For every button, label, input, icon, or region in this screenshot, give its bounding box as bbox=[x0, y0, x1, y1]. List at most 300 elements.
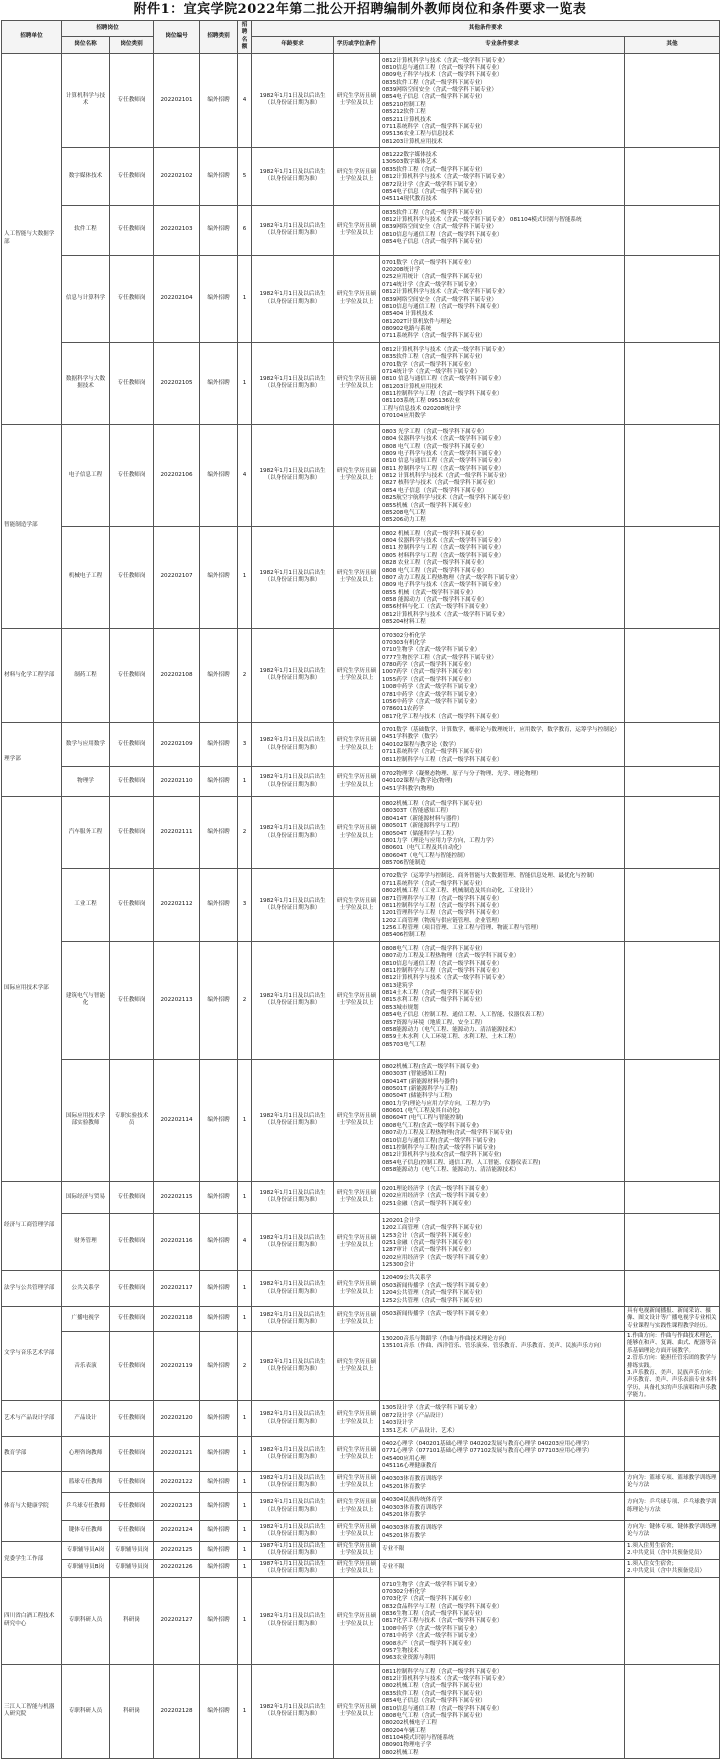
header-other: 其他 bbox=[625, 37, 720, 53]
other-cell: 1.须入住女生宿舍； 2.中共党员（含中共预备党员） bbox=[625, 1559, 720, 1577]
count-cell: 1 bbox=[238, 1401, 252, 1437]
other-cell bbox=[625, 1181, 720, 1213]
other-cell bbox=[625, 628, 720, 723]
count-cell: 2 bbox=[238, 1332, 252, 1401]
table-row bbox=[2, 205, 720, 255]
post-name-cell: 专职辅导员B岗 bbox=[62, 1559, 110, 1577]
other-cell bbox=[625, 424, 720, 526]
post-code-cell: 202202116 bbox=[154, 1213, 200, 1271]
post-name-cell: 信息与计算科学 bbox=[62, 255, 110, 342]
education-cell: 研究生学历且硕士学位及以上 bbox=[334, 1542, 380, 1560]
count-cell: 5 bbox=[238, 148, 252, 206]
education-cell: 研究生学历且硕士学位及以上 bbox=[334, 1332, 380, 1401]
education-cell: 研究生学历且硕士学位及以上 bbox=[334, 1306, 380, 1331]
post-type-cell: 专任教师岗 bbox=[110, 1472, 154, 1493]
age-cell: 1982年1月1日及以后出生（以身份证日期为准） bbox=[252, 1472, 334, 1493]
education-cell: 研究生学历且硕士学位及以上 bbox=[334, 53, 380, 148]
recruit-type-cell: 编外招聘 bbox=[200, 1271, 238, 1307]
post-type-cell: 专任教师岗 bbox=[110, 1332, 154, 1401]
age-cell: 1982年1月1日及以后出生（以身份证日期为准） bbox=[252, 53, 334, 148]
other-cell bbox=[625, 1664, 720, 1759]
age-cell: 1982年1月1日及以后出生（以身份证日期为准） bbox=[252, 1521, 334, 1542]
post-name-cell: 广播电视学 bbox=[62, 1306, 110, 1331]
page-title: 附件1：宜宾学院2022年第二批公开招聘编制外教师岗位和条件要求一览表 bbox=[133, 2, 587, 17]
major-cell: 040303体育教育训练学 045201体育教学 bbox=[380, 1472, 625, 1493]
major-cell: 0802 机械工程（含武一级学科下属专业） 0804 仪器科学与技术（含武一级学科下属专业） 0811 控制科学与工程（含武一级学科下属专业） 0805 材料科学与工程（含武一级学科下属专业） 0828 农业工程（含武一级学科下属专业） 0808 电气工程（含武一级学科下属专业） 0807 动力工程及工程热物理（含武一级学科下属专业） 0809 电子科学与技术（含武一级学科下属专业） 0855 机械（含武一级学科下属专业） 0858 能源动力（含武一级学科下属专业） 0856材料与化工（含武一级学科下属专业） 0812计算机科学与技术（含武一级学科下属专业） 085204材料工程 bbox=[380, 526, 625, 628]
age-cell: 1982年1月1日及以后出生（以身份证日期为准） bbox=[252, 797, 334, 869]
age-cell: 1987年1月1日及以后出生（以身份证日期为准） bbox=[252, 1559, 334, 1577]
count-cell: 1 bbox=[238, 767, 252, 797]
age-cell: 1982年1月1日及以后出生（以身份证日期为准） bbox=[252, 1306, 334, 1331]
table-row bbox=[2, 767, 720, 797]
recruit-type-cell: 编外招聘 bbox=[200, 1213, 238, 1271]
major-cell: 1305设计学（含武一级学科下属专业） 0872设计学（产品设计） 1403设计学 1351艺术（产品设计、艺术） bbox=[380, 1401, 625, 1437]
education-cell: 研究生学历且硕士学位及以上 bbox=[334, 1577, 380, 1664]
post-type-cell: 专任教师岗 bbox=[110, 205, 154, 255]
recruit-type-cell: 编外招聘 bbox=[200, 723, 238, 767]
major-cell: 0802机械工程（含武一级学科下属专业） 080303T（智能感知工程） 080414T（新能源材料与器件） 080501T（新能源科学与工程） 080504T（储能科学与工程） 0801力学（理论与应用力学方向，工程力学） 080601（电气工程及其自动化） 080604T（电气工程与智能控制） 085706智能制造 bbox=[380, 797, 625, 869]
education-cell: 研究生学历且硕士学位及以上 bbox=[334, 1521, 380, 1542]
header-post-type: 岗位类别 bbox=[110, 37, 154, 53]
other-cell: 具有电视新闻播报、新闻采访、摄像、图文设计等广播电视学专业相关专业课程与实践性课程教学经历。 bbox=[625, 1306, 720, 1331]
major-cell: 120409公共关系学 0503新闻传播学（含武一级学科下属专业） 1204公共管理（含武一级学科下属专业） 1252公共管理（含武一级学科下属专业） bbox=[380, 1271, 625, 1307]
age-cell: 1982年1月1日及以后出生（以身份证日期为准） bbox=[252, 148, 334, 206]
recruit-type-cell: 编外招聘 bbox=[200, 1059, 238, 1181]
post-type-cell: 专任教师岗 bbox=[110, 1493, 154, 1521]
count-cell: 4 bbox=[238, 53, 252, 148]
post-code-cell: 202202114 bbox=[154, 1059, 200, 1181]
table-row bbox=[2, 628, 720, 723]
unit-cell: 教育学部 bbox=[2, 1436, 62, 1472]
post-type-cell: 专职辅导员岗 bbox=[110, 1542, 154, 1560]
table-row bbox=[2, 1559, 720, 1577]
post-type-cell: 专任教师岗 bbox=[110, 797, 154, 869]
unit-cell: 艺术与产品设计学部 bbox=[2, 1401, 62, 1437]
recruit-type-cell: 编外招聘 bbox=[200, 255, 238, 342]
education-cell: 研究生学历且硕士学位及以上 bbox=[334, 342, 380, 424]
other-cell: 方向为：乒乓球专项、乒乓球教学训练理论与方法 bbox=[625, 1493, 720, 1521]
count-cell: 1 bbox=[238, 1059, 252, 1181]
recruit-type-cell: 编外招聘 bbox=[200, 342, 238, 424]
other-cell bbox=[625, 255, 720, 342]
age-cell: 1982年1月1日及以后出生（以身份证日期为准） bbox=[252, 1664, 334, 1759]
table-body bbox=[2, 53, 720, 1759]
other-cell bbox=[625, 205, 720, 255]
post-name-cell: 篮球专任教师 bbox=[62, 1472, 110, 1493]
education-cell: 研究生学历且硕士学位及以上 bbox=[334, 526, 380, 628]
count-cell: 1 bbox=[238, 1577, 252, 1664]
count-cell: 3 bbox=[238, 723, 252, 767]
header-dept-post: 招聘岗位 bbox=[62, 21, 154, 37]
other-cell bbox=[625, 797, 720, 869]
post-code-cell: 202202107 bbox=[154, 526, 200, 628]
table-row bbox=[2, 941, 720, 1059]
major-cell: 0812计算机科学与技术（含武一级学科下属专业） 0835软件工程（含武一级学科下属专业） 0701数学（含武一级学科下属专业） 0714统计学（含武一级学科下属专业） 0810 信息与通信工程（含武一级学科下属专业） 081203计算机应用技术 0811控制科学与工程（含武一级学科下属专业） 081103系统工程 095136农业 工程与信息技术 020208统计学 070104应用数学 bbox=[380, 342, 625, 424]
age-cell: 1982年1月1日及以后出生（以身份证日期为准） bbox=[252, 1436, 334, 1472]
count-cell: 3 bbox=[238, 869, 252, 941]
header-unit: 招聘单位 bbox=[2, 21, 62, 54]
education-cell: 研究生学历且硕士学位及以上 bbox=[334, 1213, 380, 1271]
post-name-cell: 财务管理 bbox=[62, 1213, 110, 1271]
age-cell: 1982年1月1日及以后出生（以身份证日期为准） bbox=[252, 723, 334, 767]
post-code-cell: 202202120 bbox=[154, 1401, 200, 1437]
count-cell: 1 bbox=[238, 1306, 252, 1331]
recruit-type-cell: 编外招聘 bbox=[200, 148, 238, 206]
table-row bbox=[2, 1542, 720, 1560]
recruit-type-cell: 编外招聘 bbox=[200, 205, 238, 255]
post-name-cell: 机械电子工程 bbox=[62, 526, 110, 628]
recruit-type-cell: 编外招聘 bbox=[200, 53, 238, 148]
post-code-cell: 202202127 bbox=[154, 1577, 200, 1664]
header-other-conditions: 其他条件要求 bbox=[252, 21, 720, 37]
post-type-cell: 专任教师岗 bbox=[110, 628, 154, 723]
major-cell: 0811控制科学与工程（含武一级学科下属专业） 0812计算机科学与技术（含武一级学科下属专业） 0802机械工程（含武一级学科下属专业） 0835软件工程（含武一级学科下属专业） 0854电子信息（含武一级学科下属专业） 0810信息与通信工程（含武一级学科下属专业） 0808电气工程（含武一级学科下属专业） 080202机械电子工程 080204车辆工程 081104模式识别与智能系统 080901物理电子学 0802机械工程 bbox=[380, 1664, 625, 1759]
unit-cell: 四川省白酒工程技术研究中心 bbox=[2, 1577, 62, 1664]
education-cell: 研究生学历且硕士学位及以上 bbox=[334, 1472, 380, 1493]
table-row bbox=[2, 1181, 720, 1213]
post-name-cell: 工业工程 bbox=[62, 869, 110, 941]
post-name-cell: 数学与应用数学 bbox=[62, 723, 110, 767]
post-type-cell: 专任教师岗 bbox=[110, 1436, 154, 1472]
education-cell: 研究生学历且硕士学位及以上 bbox=[334, 148, 380, 206]
other-cell: 1.须入住男生宿舍； 2.中共党员（含中共预备党员） bbox=[625, 1542, 720, 1560]
other-cell: 方向为：篮球专项、篮球教学训练理论与方法 bbox=[625, 1472, 720, 1493]
post-code-cell: 202202106 bbox=[154, 424, 200, 526]
other-cell bbox=[625, 342, 720, 424]
age-cell: 1982年1月1日及以后出生（以身份证日期为准） bbox=[252, 526, 334, 628]
post-type-cell: 专任教师岗 bbox=[110, 869, 154, 941]
table-row bbox=[2, 342, 720, 424]
post-code-cell: 202202111 bbox=[154, 797, 200, 869]
recruit-type-cell: 编外招聘 bbox=[200, 1493, 238, 1521]
post-code-cell: 202202119 bbox=[154, 1332, 200, 1401]
age-cell: 1982年1月1日及以后出生（以身份证日期为准） bbox=[252, 342, 334, 424]
post-code-cell: 202202113 bbox=[154, 941, 200, 1059]
other-cell bbox=[625, 1213, 720, 1271]
post-type-cell: 专任教师岗 bbox=[110, 1306, 154, 1331]
major-cell: 0701数学（基础数学，计算数学，概率论与数理统计，应用数学，数学教育，运筹学与控制论） 0451学科教学（数学） 040102课程与教学论（数学） 0711系统科学（含武一级学科下属专业） 0811控制科学与工程（含武一级学科下属专业） bbox=[380, 723, 625, 767]
table-row bbox=[2, 1059, 720, 1181]
education-cell: 研究生学历且硕士学位及以上 bbox=[334, 1059, 380, 1181]
education-cell: 研究生学历且硕士学位及以上 bbox=[334, 869, 380, 941]
major-cell: 0812计算机科学与技术（含武一级学科下属专业） 0810信息与通信工程（含武一级学科下属专业） 0809电子科学与技术（含武一级学科下属专业） 0835软件工程（含武一级学科下属专业） 0839网络空间安全（含武一级学科下属专业） 0854电子信息（含武一级学科下属专业） 085210控制工程 085212软件工程 085211计算机技术 0711系统科学（含武一级学科下属专业） 095136农业工程与信息技术 081203计算机应用技术 bbox=[380, 53, 625, 148]
table-row bbox=[2, 424, 720, 526]
recruit-type-cell: 编外招聘 bbox=[200, 1306, 238, 1331]
education-cell: 研究生学历且硕士学位及以上 bbox=[334, 767, 380, 797]
education-cell: 研究生学历且硕士学位及以上 bbox=[334, 1401, 380, 1437]
count-cell: 4 bbox=[238, 424, 252, 526]
count-cell: 1 bbox=[238, 1472, 252, 1493]
post-name-cell: 产品设计 bbox=[62, 1401, 110, 1437]
post-type-cell: 专任教师岗 bbox=[110, 1213, 154, 1271]
post-code-cell: 202202110 bbox=[154, 767, 200, 797]
count-cell: 1 bbox=[238, 1436, 252, 1472]
post-type-cell: 专任教师岗 bbox=[110, 723, 154, 767]
post-code-cell: 202202104 bbox=[154, 255, 200, 342]
other-cell: 1.作曲方向：作曲与作曲技术理论，能够在和声、复调、曲式、配器等音乐基础理论方面开展教学。 2.管乐方向：能担任管乐团的教学与排练实践。 3.声乐教育、美声、民族声乐方向：声乐教育、美声、声乐表演专业本科学历，具备扎实的声乐演唱和声乐教学能力。 bbox=[625, 1332, 720, 1401]
post-code-cell: 202202101 bbox=[154, 53, 200, 148]
post-type-cell: 专任教师岗 bbox=[110, 255, 154, 342]
table-row bbox=[2, 1577, 720, 1664]
count-cell: 1 bbox=[238, 255, 252, 342]
table-row bbox=[2, 255, 720, 342]
age-cell: 1982年1月1日及以后出生（以身份证日期为准） bbox=[252, 1213, 334, 1271]
post-code-cell: 202202105 bbox=[154, 342, 200, 424]
major-cell: 0710生物学（含武一级学科下属专业） 070302分析化学 0703化学（含武一级学科下属专业） 0832食品科学与工程（含武一级学科下属专业） 0836生物工程（含武一级学科下属专业） 0817化学工程与技术（含武一级学科下属专业） 1008中药学（含武一级学科下属专业） 0781中药学（含武一级学科下属专业） 0908水产（含武一级学科下属专业） 0957生物技术 0963农业资源与利用 bbox=[380, 1577, 625, 1664]
recruit-type-cell: 编外招聘 bbox=[200, 1181, 238, 1213]
post-name-cell: 公共关系学 bbox=[62, 1271, 110, 1307]
post-type-cell: 专任教师岗 bbox=[110, 526, 154, 628]
education-cell: 研究生学历且硕士学位及以上 bbox=[334, 255, 380, 342]
post-code-cell: 202202122 bbox=[154, 1472, 200, 1493]
count-cell: 2 bbox=[238, 941, 252, 1059]
education-cell: 研究生学历且硕士学位及以上 bbox=[334, 1271, 380, 1307]
major-cell: 040303体育教育训练学 045201体育教学 bbox=[380, 1521, 625, 1542]
header-recruit-type: 招聘类别 bbox=[200, 21, 238, 54]
post-code-cell: 202202103 bbox=[154, 205, 200, 255]
age-cell: 1982年1月1日及以后出生（以身份证日期为准） bbox=[252, 767, 334, 797]
table-row bbox=[2, 1664, 720, 1759]
major-cell: 0503新闻传播学（含武一级学科下属专业） bbox=[380, 1306, 625, 1331]
recruit-type-cell: 编外招聘 bbox=[200, 628, 238, 723]
major-cell: 081222数字媒体技术 130503数字媒体艺术 0835软件工程（含武一级学科下属专业） 0812计算机科学与技术（含武一级学科下属专业） 0872设计学（含武一级学科下属专业） 0854电子信息（含武一级学科下属专业） 045114现代教育技术 bbox=[380, 148, 625, 206]
header-post-name: 岗位名称 bbox=[62, 37, 110, 53]
major-cell: 专业不限 bbox=[380, 1559, 625, 1577]
recruit-type-cell: 编外招聘 bbox=[200, 1472, 238, 1493]
major-cell: 0802机械工程(含武一级学科下属专业) 080303T (智能感知工程) 080414T (新能源材料与器件) 080501T (新能源科学与工程) 080504T (储能科学与工程) 0801力学(理论与应用力学方向，工程力学) 080601 (电气工程及其自动化) 080604T (电气工程与智能控制) 0808电气工程(含武一级学科下属专业) 0807动力工程及工程热物理(含武一级学科下属专业) 0810信息与通信工程(含武一级学科下属专业) 0811控制科学与工程(含武一级学科下属专业) 0812计算机科学与技术(含武一级学科下属专业) 0854电子信息(控制工程、通信工程、人工智能、仪器仪表工程) 0858能源动力（电气工程、能源动力、清洁能源技术） bbox=[380, 1059, 625, 1181]
post-type-cell: 专任教师岗 bbox=[110, 1181, 154, 1213]
major-cell: 0835软件工程（含武一级学科下属专业） 0812计算机科学与技术（含武一级学科下属专业） 081104模式识别与智能系统 0839网络空间安全（含武一级学科下属专业） 0810信息与通信工程（含武一级学科下属专业） 0854电子信息（含武一级学科下属专业） bbox=[380, 205, 625, 255]
unit-cell: 经济与工商管理学部 bbox=[2, 1181, 62, 1271]
recruit-type-cell: 编外招聘 bbox=[200, 1559, 238, 1577]
age-cell: 1982年1月1日及以后出生（以身份证日期为准） bbox=[252, 424, 334, 526]
count-cell: 1 bbox=[238, 1271, 252, 1307]
recruitment-table bbox=[1, 20, 720, 1759]
major-cell: 120201会计学 1202工商管理（含武一级学科下属专业） 1253会计（含武一级学科下属专业） 0251金融（含武一级学科下属专业） 1287审计（含武一级学科下属专业） 0202应用经济学（含武一级学科下属专业） 125300会计 bbox=[380, 1213, 625, 1271]
post-type-cell: 专任教师岗 bbox=[110, 767, 154, 797]
major-cell: 070302分析化学 070303有机化学 0710生物学（含武一级学科下属专业） 0777生物医学工程（含武一级学科下属专业） 0780药学（含武一级学科下属专业） 1007药学（含武一级学科下属专业） 1055药学（含武一级学科下属专业） 1008中药学（含武一级学科下属专业） 0781中药学（含武一级学科下属专业） 1056中药学（含武一级学科下属专业） 0786011农药学 0817化学工程与技术（含武一级学科下属专业） bbox=[380, 628, 625, 723]
post-name-cell: 物理学 bbox=[62, 767, 110, 797]
other-cell bbox=[625, 1059, 720, 1181]
education-cell: 研究生学历且硕士学位及以上 bbox=[334, 205, 380, 255]
count-cell: 1 bbox=[238, 526, 252, 628]
major-cell: 0702物理学（凝聚态物理、原子与分子物理、光学、理论物理） 040102课程与教学论(物理) 0451学科教学(物理) bbox=[380, 767, 625, 797]
unit-cell: 法学与公共管理学部 bbox=[2, 1271, 62, 1307]
unit-cell: 人工智能与大数据学部 bbox=[2, 53, 62, 424]
education-cell: 研究生学历且硕士学位及以上 bbox=[334, 424, 380, 526]
header-education: 学历或学位条件 bbox=[334, 37, 380, 53]
post-code-cell: 202202115 bbox=[154, 1181, 200, 1213]
table-row bbox=[2, 1213, 720, 1271]
table-row bbox=[2, 869, 720, 941]
recruit-type-cell: 编外招聘 bbox=[200, 1577, 238, 1664]
post-name-cell: 专职辅导员A岗 bbox=[62, 1542, 110, 1560]
age-cell: 1982年1月1日及以后出生（以身份证日期为准） bbox=[252, 1577, 334, 1664]
recruit-type-cell: 编外招聘 bbox=[200, 526, 238, 628]
education-cell: 研究生学历且硕士学位及以上 bbox=[334, 1436, 380, 1472]
other-cell bbox=[625, 1436, 720, 1472]
age-cell: 1982年1月1日及以后出生（以身份证日期为准） bbox=[252, 1401, 334, 1437]
post-type-cell: 专任教师岗 bbox=[110, 53, 154, 148]
age-cell: 1982年1月1日及以后出生（以身份证日期为准） bbox=[252, 1181, 334, 1213]
major-cell: 专业不限 bbox=[380, 1542, 625, 1560]
post-type-cell: 专任教师岗 bbox=[110, 424, 154, 526]
post-type-cell: 专任教师岗 bbox=[110, 342, 154, 424]
age-cell: 1982年1月1日及以后出生（以身份证日期为准） bbox=[252, 1332, 334, 1401]
major-cell: 0201理论经济学（含武一级学科下属专业） 0202应用经济学（含武一级学科下属专业） 0251金融（含武一级学科下属专业） bbox=[380, 1181, 625, 1213]
table-row bbox=[2, 797, 720, 869]
recruit-type-cell: 编外招聘 bbox=[200, 1664, 238, 1759]
post-type-cell: 专任教师岗 bbox=[110, 148, 154, 206]
other-cell bbox=[625, 941, 720, 1059]
table-row bbox=[2, 1401, 720, 1437]
major-cell: 0702数学（运筹学与控制论、商务智能与大数据管理、智能信息处理、最优化与控制） 0711系统科学（含武一级学科下属专业） 0802机械工程（工业工程、机械制造及其自动化、工业设计） 0871管理科学与工程（含武一级学科下属专业） 0811控制科学与工程（含武一级学科下属专业） 1201管理科学与工程（含武一级学科下属专业） 1202工商管理（物流与供应链管理、企业管理） 1256工程管理（项目管理、工业工程与管理、物流工程与管理） 085406控制工程 bbox=[380, 869, 625, 941]
unit-cell: 国际应用技术学部 bbox=[2, 797, 62, 1182]
recruit-type-cell: 编外招聘 bbox=[200, 1436, 238, 1472]
post-name-cell: 乒乓球专任教师 bbox=[62, 1493, 110, 1521]
count-cell: 6 bbox=[238, 205, 252, 255]
header-post-code: 岗位编号 bbox=[154, 21, 200, 54]
post-name-cell: 制药工程 bbox=[62, 628, 110, 723]
post-code-cell: 202202128 bbox=[154, 1664, 200, 1759]
post-name-cell: 专职科研人员 bbox=[62, 1664, 110, 1759]
post-type-cell: 专任教师岗 bbox=[110, 1521, 154, 1542]
post-name-cell: 键体专任教师 bbox=[62, 1521, 110, 1542]
table-row bbox=[2, 723, 720, 767]
age-cell: 1982年1月1日及以后出生（以身份证日期为准） bbox=[252, 1271, 334, 1307]
count-cell: 2 bbox=[238, 797, 252, 869]
education-cell: 研究生学历且硕士学位及以上 bbox=[334, 1664, 380, 1759]
table-row bbox=[2, 1271, 720, 1307]
count-cell: 1 bbox=[238, 1542, 252, 1560]
post-code-cell: 202202109 bbox=[154, 723, 200, 767]
recruit-type-cell: 编外招聘 bbox=[200, 1401, 238, 1437]
unit-cell: 智能制造学部 bbox=[2, 424, 62, 628]
age-cell: 1982年1月1日及以后出生（以身份证日期为准） bbox=[252, 205, 334, 255]
post-code-cell: 202202102 bbox=[154, 148, 200, 206]
major-cell: 0803 光学工程（含武一级学科下属专业） 0804 仪器科学与技术（含武一级学科下属专业） 0808 电气工程（含武一级学科下属专业） 0809 电子科学与技术（含武一级学科下属专业） 0810 信息与通信工程（含武一级学科下属专业） 0811 控制科学与工程（含武一级学科下属专业） 0812 计算机科学与技术（含武一级学科下属专业） 0827 核科学与技术（含武一级学科下属专业） 0854 电子信息（含武一级学科下属专业） 0825航空宇航科学与技术（含武一级学科下属专业） 0855机械（含武一级学科下属专业） 085208电气工程 085206动力工程 bbox=[380, 424, 625, 526]
table-row bbox=[2, 1493, 720, 1521]
post-type-cell: 专任教师岗 bbox=[110, 1401, 154, 1437]
post-name-cell: 数字媒体技术 bbox=[62, 148, 110, 206]
post-code-cell: 202202112 bbox=[154, 869, 200, 941]
other-cell bbox=[625, 526, 720, 628]
unit-cell: 文学与音乐艺术学部 bbox=[2, 1306, 62, 1401]
post-name-cell: 国际应用技术学部实验教师 bbox=[62, 1059, 110, 1181]
major-cell: 0402心理学（040201基础心理学 040202发展与教育心理学 040203应用心理学） 0771心理学（077101基础心理学 077102发展与教育心理学 077103应用心理学） 045400应用心理 045116心理健康教育 bbox=[380, 1436, 625, 1472]
post-type-cell: 专任教师岗 bbox=[110, 1271, 154, 1307]
unit-cell: 三江人工智能与机器人研究院 bbox=[2, 1664, 62, 1759]
other-cell bbox=[625, 767, 720, 797]
post-name-cell: 软件工程 bbox=[62, 205, 110, 255]
other-cell bbox=[625, 53, 720, 148]
post-name-cell: 数据科学与大数据技术 bbox=[62, 342, 110, 424]
other-cell bbox=[625, 1577, 720, 1664]
unit-cell: 体育与大健康学院 bbox=[2, 1472, 62, 1542]
major-cell: 130200音乐与舞蹈学（作曲与作曲技术理论方向） 135101音乐（作曲、西洋管乐、管乐演奏、管乐教育、声乐教育、美声、民族声乐方向） bbox=[380, 1332, 625, 1401]
table-row bbox=[2, 148, 720, 206]
other-cell bbox=[625, 1271, 720, 1307]
count-cell: 4 bbox=[238, 1213, 252, 1271]
recruit-type-cell: 编外招聘 bbox=[200, 797, 238, 869]
post-code-cell: 202202123 bbox=[154, 1493, 200, 1521]
other-cell bbox=[625, 1401, 720, 1437]
count-cell: 1 bbox=[238, 1521, 252, 1542]
recruit-type-cell: 编外招聘 bbox=[200, 1521, 238, 1542]
age-cell: 1982年1月1日及以后出生（以身份证日期为准） bbox=[252, 1493, 334, 1521]
education-cell: 研究生学历且硕士学位及以上 bbox=[334, 1559, 380, 1577]
count-cell: 1 bbox=[238, 1664, 252, 1759]
header-age: 年龄要求 bbox=[252, 37, 334, 53]
post-type-cell: 科研岗 bbox=[110, 1577, 154, 1664]
table-row bbox=[2, 1521, 720, 1542]
other-cell bbox=[625, 869, 720, 941]
other-cell: 方向为：键体专项、键体教学训练理论与方法 bbox=[625, 1521, 720, 1542]
recruit-type-cell: 编外招聘 bbox=[200, 767, 238, 797]
age-cell: 1987年1月1日及以后出生（以身份证日期为准） bbox=[252, 1542, 334, 1560]
post-type-cell: 专职辅导员岗 bbox=[110, 1559, 154, 1577]
age-cell: 1982年1月1日及以后出生（以身份证日期为准） bbox=[252, 1059, 334, 1181]
age-cell: 1982年1月1日及以后出生（以身份证日期为准） bbox=[252, 869, 334, 941]
education-cell: 研究生学历且硕士学位及以上 bbox=[334, 628, 380, 723]
education-cell: 研究生学历且硕士学位及以上 bbox=[334, 941, 380, 1059]
table-row bbox=[2, 1306, 720, 1331]
post-code-cell: 202202126 bbox=[154, 1559, 200, 1577]
education-cell: 研究生学历且硕士学位及以上 bbox=[334, 797, 380, 869]
count-cell: 2 bbox=[238, 628, 252, 723]
recruit-type-cell: 编外招聘 bbox=[200, 424, 238, 526]
post-code-cell: 202202118 bbox=[154, 1306, 200, 1331]
recruit-type-cell: 编外招聘 bbox=[200, 941, 238, 1059]
major-cell: 0701数学（含武一级学科下属专业） 020208统计学 0252应用统计（含武一级学科下属专业） 0714统计学（含武一级学科下属专业） 0812计算机科学与技术（含武一级学科下属专业） 0839网络空间安全（含武一级学科下属专业） 0810信息与通信工程（含武一级学科下属专业） 085404 计算机技术 081202T计算机软件与理论 080902电路与系统 0711系统科学（含武一级学科下属专业） bbox=[380, 255, 625, 342]
header-major: 专业条件要求 bbox=[380, 37, 625, 53]
recruit-type-cell: 编外招聘 bbox=[200, 869, 238, 941]
post-name-cell: 计算机科学与技术 bbox=[62, 53, 110, 148]
post-type-cell: 专职实验技术员 bbox=[110, 1059, 154, 1181]
post-name-cell: 电子信息工程 bbox=[62, 424, 110, 526]
major-cell: 040304民族传统体育学 040303体育教育训练学 045201体育教学 bbox=[380, 1493, 625, 1521]
post-code-cell: 202202124 bbox=[154, 1521, 200, 1542]
count-cell: 1 bbox=[238, 1181, 252, 1213]
post-name-cell: 汽车服务工程 bbox=[62, 797, 110, 869]
post-code-cell: 202202108 bbox=[154, 628, 200, 723]
post-name-cell: 国际经济与贸易 bbox=[62, 1181, 110, 1213]
post-name-cell: 建筑电气与智能化 bbox=[62, 941, 110, 1059]
recruit-type-cell: 编外招聘 bbox=[200, 1332, 238, 1401]
table-row bbox=[2, 526, 720, 628]
education-cell: 研究生学历且硕士学位及以上 bbox=[334, 1181, 380, 1213]
age-cell: 1982年1月1日及以后出生（以身份证日期为准） bbox=[252, 941, 334, 1059]
post-type-cell: 科研岗 bbox=[110, 1664, 154, 1759]
count-cell: 1 bbox=[238, 1493, 252, 1521]
post-name-cell: 心理咨询教师 bbox=[62, 1436, 110, 1472]
other-cell bbox=[625, 723, 720, 767]
age-cell: 1982年1月1日及以后出生（以身份证日期为准） bbox=[252, 255, 334, 342]
header-count: 招聘名额 bbox=[238, 21, 252, 54]
age-cell: 1982年1月1日及以后出生（以身份证日期为准） bbox=[252, 628, 334, 723]
table-row bbox=[2, 1436, 720, 1472]
education-cell: 研究生学历且硕士学位及以上 bbox=[334, 723, 380, 767]
table-row bbox=[2, 1332, 720, 1401]
education-cell: 研究生学历且硕士学位及以上 bbox=[334, 1493, 380, 1521]
post-name-cell: 专职科研人员 bbox=[62, 1577, 110, 1664]
unit-cell: 理学部 bbox=[2, 723, 62, 797]
recruit-type-cell: 编外招聘 bbox=[200, 1542, 238, 1560]
post-name-cell: 音乐表演 bbox=[62, 1332, 110, 1401]
count-cell: 1 bbox=[238, 1559, 252, 1577]
other-cell bbox=[625, 148, 720, 206]
table-row bbox=[2, 53, 720, 148]
